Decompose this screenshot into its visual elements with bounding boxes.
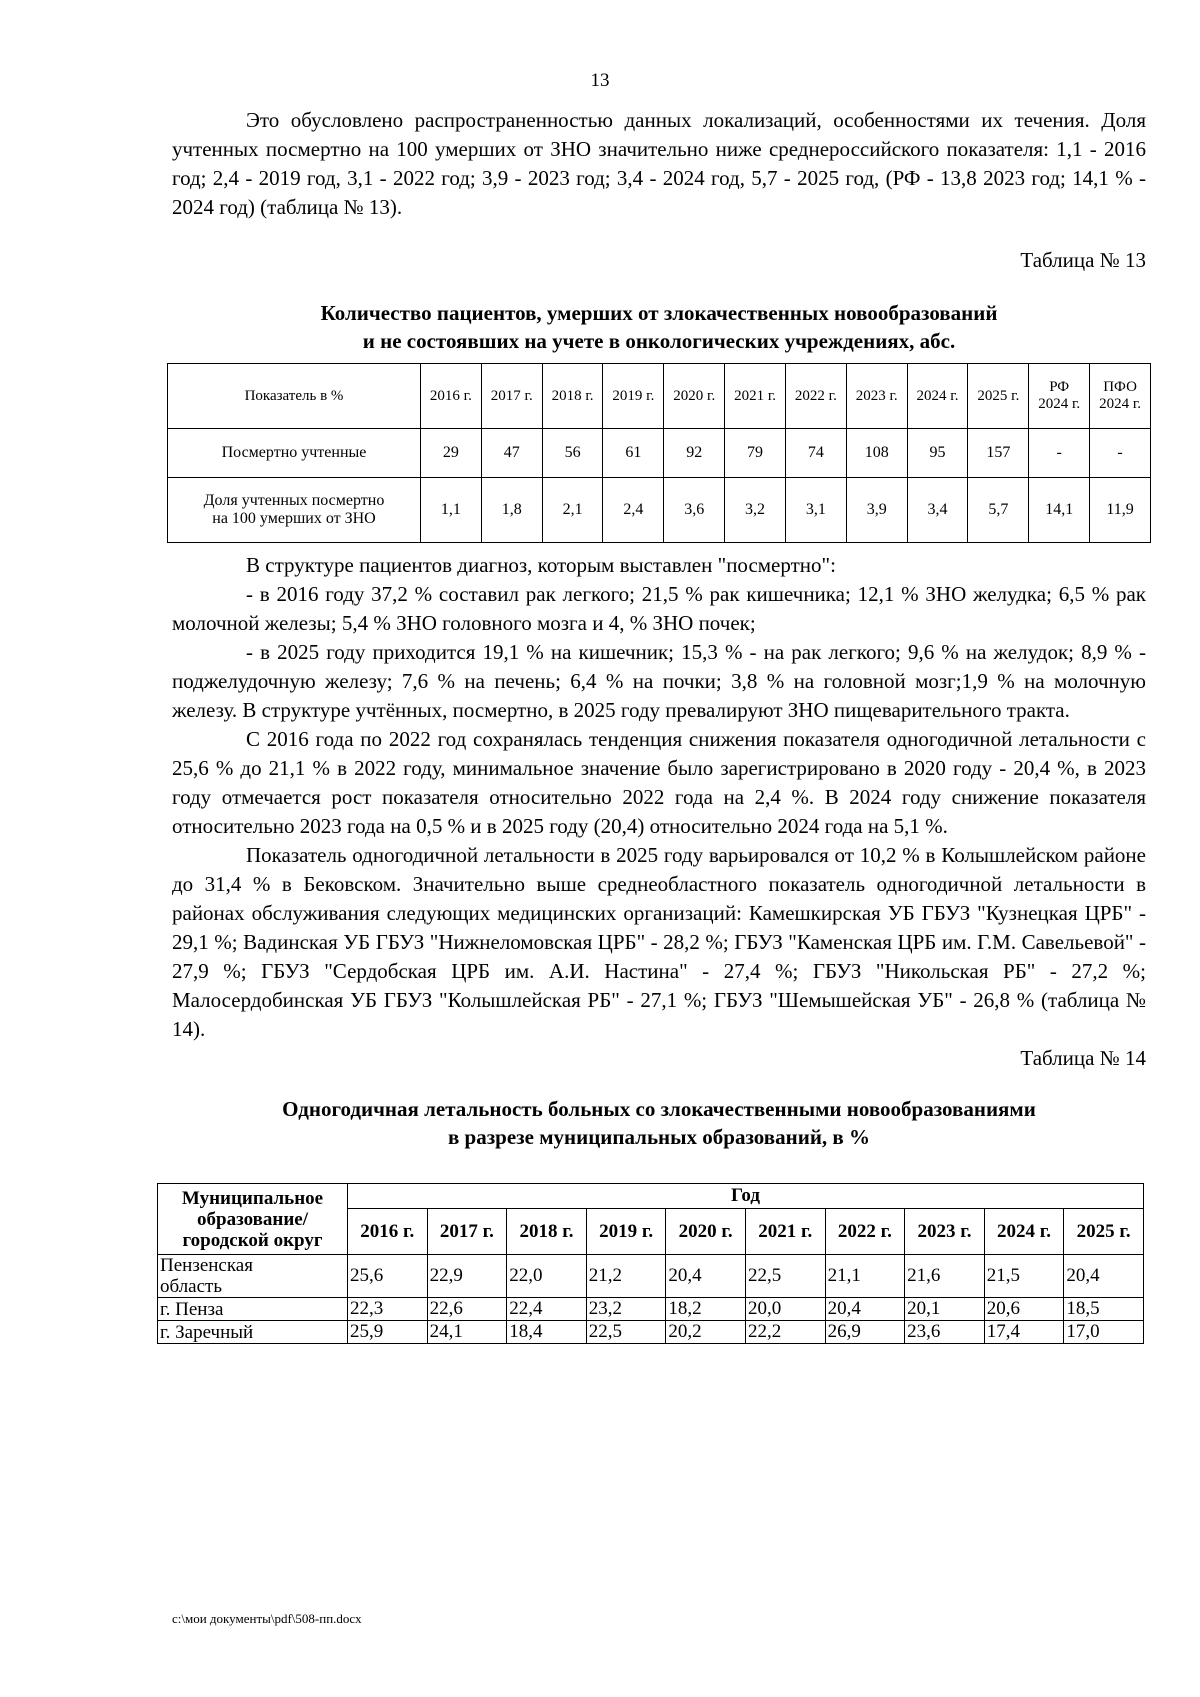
row-name [168, 478, 421, 543]
table14-header-year: 2021 г. [745, 1209, 825, 1255]
table14-header-year-group: Год [348, 1184, 1144, 1209]
cell: 5,7 [968, 478, 1029, 543]
cell: 47 [481, 429, 542, 478]
table13-header-year: 2023 г. [846, 364, 907, 429]
cell: 92 [664, 429, 725, 478]
intro-text [172, 106, 1146, 222]
cell: 20,6 [984, 1298, 1064, 1321]
row-name: Посмертно учтенные [168, 429, 421, 478]
pfo-year: 2024 г. [1099, 396, 1142, 412]
muni-header-line2: образование/ [197, 1208, 308, 1230]
paragraph: - в 2016 году 37,2 % составил рак легкого; 21,5 % рак кишечника; 12,1 % ЗНО желудка; 6,5 % рак молочной железы; 5,4 % ЗНО головного мозга и 4, % ЗНО почек; [172, 582, 1146, 635]
table14-header-year: 2023 г. [905, 1209, 985, 1255]
cell: 21,5 [984, 1255, 1064, 1298]
table13-header-year: 2018 г. [542, 364, 603, 429]
table14-header-year: 2020 г. [666, 1209, 746, 1255]
paragraph: Показатель одногодичной летальности в 2025 году варьировался от 10,2 % в Колышлейском районе до 31,4 % в Бековском. Значительно выше среднеобластного показатель одногодичной летальности в районах обслуживания следующих медицинских организаций: Камешкирская УБ ГБУЗ "Кузнецкая ЦРБ" - 29,1 %; Вадинская УБ ГБУЗ "Нижнеломовская ЦРБ" - 28,2 %; ГБУЗ "Каменская ЦРБ им. Г.М. Савельевой" - 27,9 %; ГБУЗ "Сердобская ЦРБ им. А.И. Настина" - 27,4 %; ГБУЗ "Никольская РБ" - 27,2 %; Малосердобинская УБ ГБУЗ "Колышлейская РБ" - 27,1 %; ГБУЗ "Шемышейская УБ" - 26,8 % (таблица № 14). [172, 843, 1146, 1041]
table13-header-year: 2016 г. [421, 364, 482, 429]
cell: 22,5 [745, 1255, 825, 1298]
table14-header-year: 2017 г. [427, 1209, 507, 1255]
row-name: г. Заречный [158, 1321, 348, 1344]
table13-header-indicator: Показатель в % [168, 364, 421, 429]
table13-header-year: 2021 г. [725, 364, 786, 429]
row-name-line2: область [160, 1276, 223, 1297]
table13-header-year: 2020 г. [664, 364, 725, 429]
paragraph: В структуре пациентов диагноз, которым выставлен "посмертно": [246, 553, 836, 577]
cell: 23,6 [905, 1321, 985, 1344]
cell: 25,9 [348, 1321, 428, 1344]
row-name [158, 1255, 348, 1298]
table13-title-line2: и не состоявших на учете в онкологических учреждениях, абс. [362, 329, 956, 353]
table14-header-year: 2024 г. [984, 1209, 1064, 1255]
row-name-line1: Доля учтенных посмертно [203, 492, 385, 509]
row-name: г. Пенза [158, 1298, 348, 1321]
cell: 108 [846, 429, 907, 478]
footer-file-path: c:\мои документы\pdf\508-пп.docx [172, 1611, 362, 1626]
table14-header-year: 2025 г. [1064, 1209, 1144, 1255]
cell: 20,0 [745, 1298, 825, 1321]
cell: 3,1 [785, 478, 846, 543]
table13-title [172, 299, 1146, 355]
cell: 22,2 [745, 1321, 825, 1344]
rf-year: 2024 г. [1038, 396, 1081, 412]
cell: 61 [603, 429, 664, 478]
pfo-label: ПФО [1103, 379, 1137, 395]
cell: 79 [725, 429, 786, 478]
row-name-line2: на 100 умерших от ЗНО [212, 510, 376, 527]
muni-header-line3: городской округ [182, 1229, 323, 1251]
cell: 56 [542, 429, 603, 478]
cell: 3,2 [725, 478, 786, 543]
intro-paragraph: Это обусловлено распространенностью данных локализаций, особенностями их течения. Доля учтенных посмертно на 100 умерших от ЗНО значительно ниже среднероссийского показателя: 1,1 - 2016 год; 2,4 - 2019 год, 3,1 - 2022 год; 3,9 - 2023 год; 3,4 - 2024 год, 5,7 - 2025 год, (РФ - 13,8 2023 год; 14,1 % - 2024 год) (таблица № 13). [172, 108, 1146, 219]
cell: 18,4 [507, 1321, 587, 1344]
cell: 1,8 [481, 478, 542, 543]
cell: 21,1 [825, 1255, 905, 1298]
table-row [168, 478, 1151, 543]
cell: 2,1 [542, 478, 603, 543]
cell: 18,2 [666, 1298, 746, 1321]
cell: 14,1 [1029, 478, 1090, 543]
cell: - [1090, 429, 1151, 478]
cell: 23,2 [586, 1298, 666, 1321]
cell: 2,4 [603, 478, 664, 543]
cell: 18,5 [1064, 1298, 1144, 1321]
rf-label: РФ [1049, 379, 1070, 395]
cell: 22,0 [507, 1255, 587, 1298]
table-row [158, 1255, 1144, 1298]
table-row [158, 1298, 1144, 1321]
table13-header-row [168, 364, 1151, 429]
cell: 1,1 [421, 478, 482, 543]
table14-title-line1: Одногодичная летальность больных со злокачественными новообразованиями [282, 1097, 1036, 1121]
paragraph: - в 2025 году приходится 19,1 % на кишечник; 15,3 % - на рак легкого; 9,6 % на желудок; 8,9 % - поджелудочную железу; 7,6 % на печень; 6,4 % на почки; 3,8 % на головной мозг;1,9 % на молочную железу. В структуре учтённых, посмертно, в 2025 году превалируют ЗНО пищеварительного тракта. [172, 640, 1146, 722]
table13 [167, 363, 1151, 543]
cell: 22,3 [348, 1298, 428, 1321]
cell: 157 [968, 429, 1029, 478]
table14-title-line2: в разрезе муниципальных образований, в % [447, 1125, 871, 1149]
row-name-line1: Пензенская [160, 1255, 253, 1276]
cell: 17,0 [1064, 1321, 1144, 1344]
table14-header-year: 2016 г. [348, 1209, 428, 1255]
table13-label: Таблица № 13 [1020, 248, 1146, 272]
table14-title [172, 1095, 1146, 1151]
body-text [172, 551, 1146, 1044]
table13-title-line1: Количество пациентов, умерших от злокачественных новообразований [320, 301, 998, 325]
table-row [168, 429, 1151, 478]
table14-header-year: 2019 г. [586, 1209, 666, 1255]
cell: 24,1 [427, 1321, 507, 1344]
table-row [158, 1321, 1144, 1344]
table13-header-rf [1029, 364, 1090, 429]
cell: 11,9 [1090, 478, 1151, 543]
cell: 20,2 [666, 1321, 746, 1344]
table13-header-year: 2024 г. [907, 364, 968, 429]
cell: 95 [907, 429, 968, 478]
cell: 29 [421, 429, 482, 478]
cell: 3,6 [664, 478, 725, 543]
cell: 74 [785, 429, 846, 478]
paragraph: С 2016 года по 2022 год сохранялась тенденция снижения показателя одногодичной летальности с 25,6 % до 21,1 % в 2022 году, минимальное значение было зарегистрировано в 2020 году - 20,4 %, в 2023 году отмечается рост показателя относительно 2022 года на 2,4 %. В 2024 году снижение показателя относительно 2023 года на 0,5 % и в 2025 году (20,4) относительно 2024 года на 5,1 %. [172, 727, 1146, 838]
table13-header-pfo [1090, 364, 1151, 429]
table13-header-year: 2025 г. [968, 364, 1029, 429]
table14 [157, 1183, 1144, 1344]
cell: 25,6 [348, 1255, 428, 1298]
cell: 22,9 [427, 1255, 507, 1298]
table14-header-muni [158, 1184, 348, 1255]
cell: 20,1 [905, 1298, 985, 1321]
cell: 26,9 [825, 1321, 905, 1344]
cell: 22,6 [427, 1298, 507, 1321]
table13-header-year: 2017 г. [481, 364, 542, 429]
cell: 20,4 [1064, 1255, 1144, 1298]
page-number: 13 [590, 70, 610, 91]
cell: 21,6 [905, 1255, 985, 1298]
cell: 21,2 [586, 1255, 666, 1298]
cell: 20,4 [666, 1255, 746, 1298]
cell: - [1029, 429, 1090, 478]
table14-label: Таблица № 14 [1020, 1046, 1146, 1070]
cell: 22,4 [507, 1298, 587, 1321]
table14-header-year: 2018 г. [507, 1209, 587, 1255]
table14-header-row [158, 1184, 1144, 1209]
table13-header-year: 2019 г. [603, 364, 664, 429]
cell: 20,4 [825, 1298, 905, 1321]
cell: 3,4 [907, 478, 968, 543]
table14-header-year: 2022 г. [825, 1209, 905, 1255]
cell: 3,9 [846, 478, 907, 543]
cell: 22,5 [586, 1321, 666, 1344]
cell: 17,4 [984, 1321, 1064, 1344]
muni-header-line1: Муниципальное [181, 1187, 324, 1209]
table13-header-year: 2022 г. [785, 364, 846, 429]
